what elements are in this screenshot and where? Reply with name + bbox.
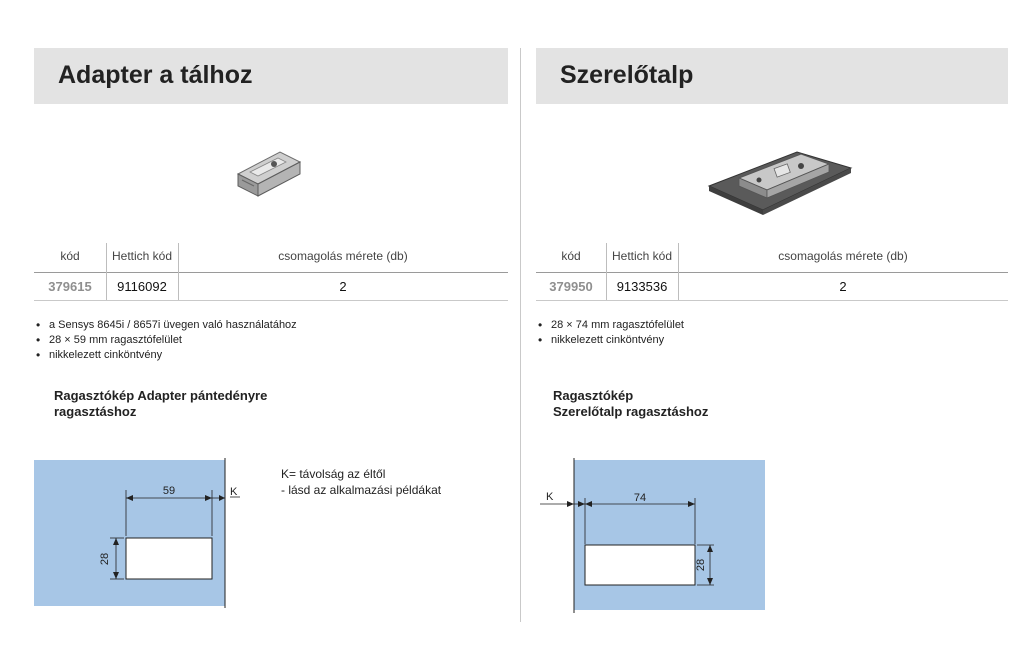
width-dimension-label: 74 xyxy=(633,492,647,504)
list-item: • a Sensys 8645i / 8657i üvegen való használatához xyxy=(36,318,506,333)
adapter-product-image xyxy=(228,150,310,205)
list-item: • nikkelezett cinköntvény xyxy=(36,348,506,363)
col-header-code: kód xyxy=(60,249,80,263)
k-label: K xyxy=(546,491,554,503)
table-bottom-rule xyxy=(34,300,508,301)
hettich-code: 9133536 xyxy=(616,279,668,294)
height-dimension-label: 28 xyxy=(99,552,111,566)
section-header-left xyxy=(34,48,508,104)
section-header-right xyxy=(536,48,1008,104)
list-item: • 28 × 59 mm ragasztófelület xyxy=(36,333,506,348)
width-dimension-label: 59 xyxy=(162,485,176,497)
feature-list xyxy=(538,318,1008,348)
col-header-hettich-code: Hettich kód xyxy=(611,249,673,263)
table-bottom-rule xyxy=(536,300,1008,301)
height-dimension-label: 28 xyxy=(695,558,707,572)
feature-list xyxy=(36,318,506,363)
bonding-diagram-left xyxy=(34,458,254,613)
column-divider xyxy=(520,48,521,622)
col-header-pack-size: csomagolás mérete (db) xyxy=(778,249,908,263)
col-header-hettich-code: Hettich kód xyxy=(111,249,173,263)
bonding-pattern-heading: Ragasztókép Szerelőtalp ragasztáshoz xyxy=(553,388,709,419)
product-code: 379950 xyxy=(549,279,593,294)
bonding-diagram-right xyxy=(536,458,776,623)
pack-size: 2 xyxy=(339,279,347,294)
list-item: • 28 × 74 mm ragasztófelület xyxy=(538,318,1008,333)
col-header-pack-size: csomagolás mérete (db) xyxy=(278,249,408,263)
hettich-code: 9116092 xyxy=(117,279,167,294)
section-title: Adapter a tálhoz xyxy=(58,61,253,89)
product-code: 379615 xyxy=(48,279,92,294)
col-header-code: kód xyxy=(561,249,581,263)
pack-size: 2 xyxy=(839,279,847,294)
bonding-pattern-heading: Ragasztókép Adapter pántedényre ragasztáshoz xyxy=(54,388,268,419)
mounting-plate-product-image xyxy=(705,138,855,223)
section-title: Szerelőtalp xyxy=(560,61,694,89)
list-item: • nikkelezett cinköntvény xyxy=(538,333,1008,348)
distance-note: K= távolság az éltől - lásd az alkalmazási példákat xyxy=(281,467,442,497)
k-label: K xyxy=(230,486,238,498)
